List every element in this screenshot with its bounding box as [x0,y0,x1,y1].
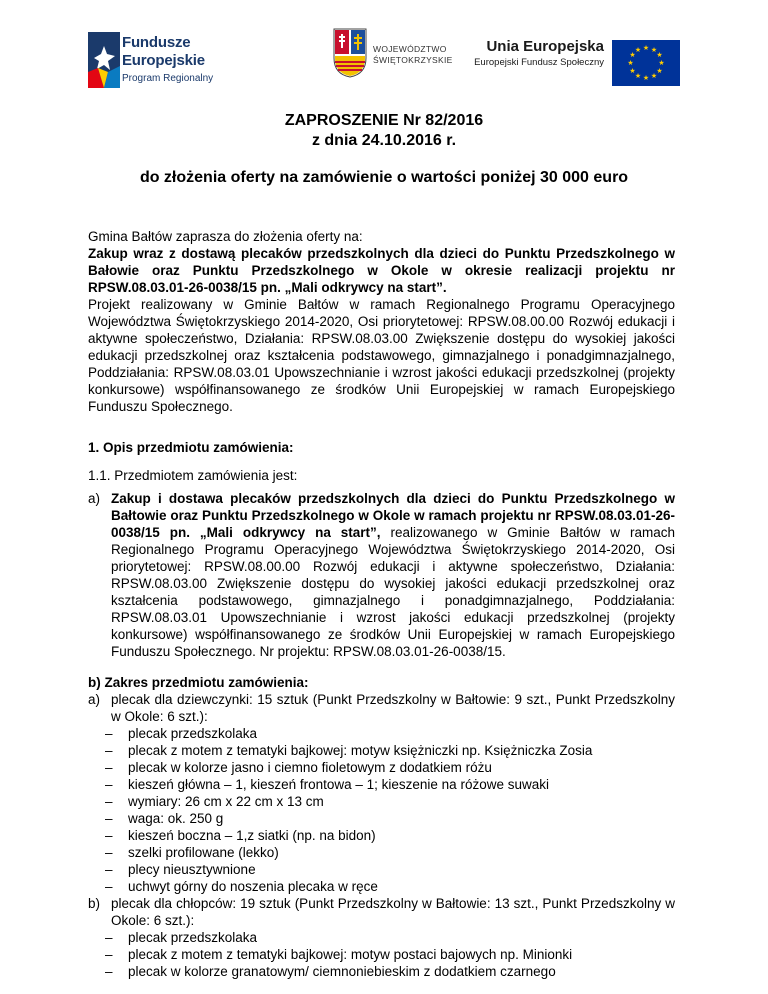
girls-spec-list [88,725,675,895]
girls-backpack-item [88,691,675,725]
intro-body: Projekt realizowany w Gminie Bałtów w ramach Regionalnego Programu Operacyjnego Województwa Świętokrzyskiego 2014-2020, Osi priorytetowej: RPSW.08.00.00 Rozwój edukacji i aktywne społeczeństwo, Działania: RPSW.08.03.00 Zwiększenie dostępu do wysokiej jakości edukacji przedszkolnej oraz kształcenia podstawowego, gimnazjalnego i ponadgimnazjalnego, Poddziałania: RPSW.08.03.01 Upowszechnianie i wzrost jakości edukacji przedszkolnej (projekty konkursowe) współfinansowanego ze środków Unii Europejskiej w ramach Europejskiego Funduszu Społecznego. [88,297,675,414]
svg-text:★: ★ [634,46,642,54]
boys-text: plecak dla chłopców: 19 sztuk (Punkt Przedszkolny w Bałtowie: 13 szt., Punkt Przedszkolny w Okole: 6 szt.): [111,896,675,928]
page-title [0,111,768,151]
svg-text:★: ★ [656,67,663,75]
boys-backpack-item [88,895,675,929]
list-item: – szelki profilowane (lekko) [88,844,675,861]
document-body [88,228,675,980]
scope-heading: b) Zakres przedmiotu zamówienia: [88,675,309,690]
girls-label: a) [88,692,101,707]
fe-logo-line1: Fundusze [122,34,191,51]
fe-logo-line2: Europejskie [122,52,205,69]
boys-spec-list [88,929,675,980]
intro-subject: Zakup wraz z dostawą plecaków przedszkolnych dla dzieci do Punktu Przedszkolnego w Bałowie oraz Punktu Przedszkolnego w Okole w okresie realizacji projektu nr RPSW.08.03.01-26-0038/15 pn. „Mali odkrywcy na start”. [88,246,675,295]
svg-text:★: ★ [642,74,650,82]
svg-text:★: ★ [629,67,636,75]
svg-text:★: ★ [627,59,634,67]
title-line2: z dnia 24.10.2016 r. [311,132,457,149]
svg-text:★: ★ [642,44,650,52]
boys-label: b) [88,896,101,911]
list-item: – plecak z motem z tematyki bajkowej: motyw postaci bajowych np. Minionki [88,946,675,963]
page-subtitle: do złożenia oferty na zamówienie o wartości poniżej 30 000 euro [139,169,629,186]
eu-flag-icon [612,40,680,86]
list-item: – plecak z motem z tematyki bajkowej: motyw księżniczki np. Księżniczka Zosia [88,742,675,759]
svg-text:★: ★ [650,72,658,80]
list-item: – plecy nieusztywnione [88,861,675,878]
svg-text:★: ★ [634,72,642,80]
list-item: – plecak przedszkolaka [88,929,675,946]
item-a-bold: Zakup i dostawa plecaków przedszkolnych dla dzieci do Punktu Przedszkolnego w Bałtowie oraz Punktu Przedszkolnego w Okole w ramach projektu nr RPSW.08.03.01-26-0038/15 pn. „Mali odkrywcy na start”, [111,491,675,540]
girls-text: plecak dla dziewczynki: 15 sztuk (Punkt Przedszkolny w Bałtowie: 9 szt., Punkt Przedszkolny w Okole: 6 szt.): [111,692,675,724]
fe-star-icon [88,32,120,88]
section1-heading: 1. Opis przedmiotu zamówienia: [88,440,294,455]
list-item: – uchwyt górny do noszenia plecaka w ręce [88,878,675,895]
title-line1: ZAPROSZENIE Nr 82/2016 [284,112,484,129]
list-item: – waga: ok. 250 g [88,810,675,827]
list-item: – kieszeń główna – 1, kieszeń frontowa – 1; kieszenie na różowe suwaki [88,776,675,793]
coat-of-arms-icon [333,28,367,78]
ue-logo-line1: Unia Europejska [486,38,604,55]
item-a [88,490,675,660]
svg-text:★: ★ [656,51,663,59]
svg-text:★: ★ [658,59,665,67]
ue-logo-line2: Europejski Fundusz Społeczny [474,57,604,68]
list-item: – wymiary: 26 cm x 22 cm x 13 cm [88,793,675,810]
list-item: – plecak w kolorze jasno i ciemno fioletowym z dodatkiem różu [88,759,675,776]
logo-bar [0,28,768,98]
item-a-text: realizowanego w Gminie Bałtów w ramach Regionalnego Programu Operacyjnego Województwa Świętokrzyskiego 2014-2020, Osi priorytetowej: RPSW.08.00.00 Rozwój edukacji i aktywne społeczeństwo, Działania: RPSW.08.03.00 Zwiększenie dostępu do wysokiej jakości edukacji przedszkolnej oraz kształcenia podstawowego, gimnazjalnego i ponadgimnazjalnego, Poddziałania: RPSW.08.03.01 Upowszechnianie i wzrost jakości edukacji przedszkolnej (projekty konkursowe) współfinansowanego ze środków Unii Europejskiej w ramach Europejskiego Funduszu Społecznego. Nr projektu: RPSW.08.03.01-26-0038/15. [111,525,675,659]
intro-lead: Gmina Bałtów zaprasza do złożenia oferty na: [88,229,363,244]
sw-logo-line1: WOJEWÓDZTWO [373,44,447,54]
svg-text:★: ★ [650,46,658,54]
item-a-label: a) [88,491,101,506]
sw-logo-line2: ŚWIĘTOKRZYSKIE [373,55,453,65]
list-item: – kieszeń boczna – 1,z siatki (np. na bidon) [88,827,675,844]
svg-text:★: ★ [629,51,636,59]
list-item: – plecak w kolorze granatowym/ ciemnoniebieskim z dodatkiem czarnego [88,963,675,980]
list-item: – plecak przedszkolaka [88,725,675,742]
section1-sub: 1.1. Przedmiotem zamówienia jest: [88,468,298,483]
fe-logo-line3: Program Regionalny [122,73,214,84]
